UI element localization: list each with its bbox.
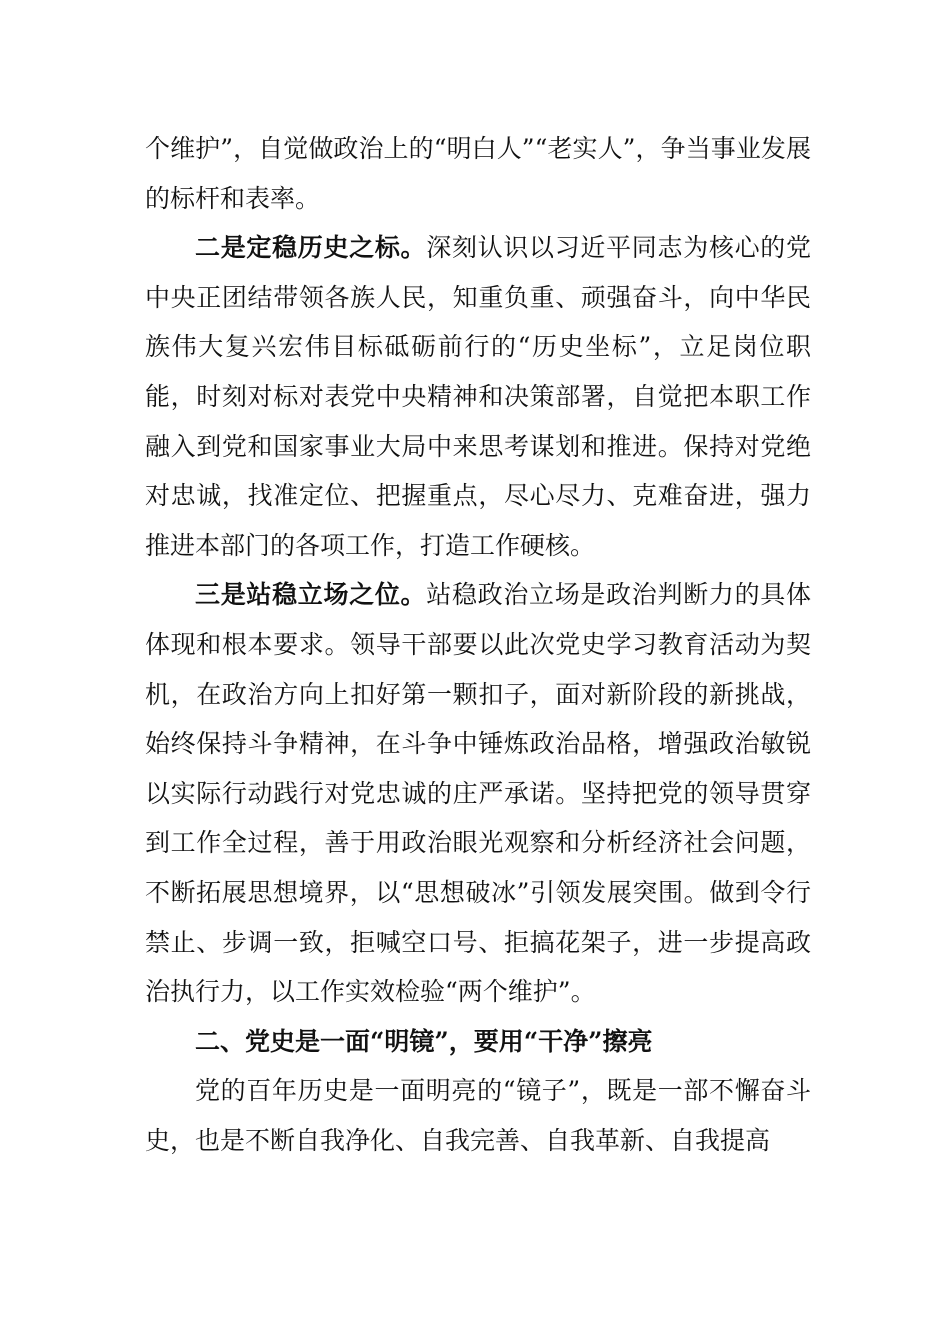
paragraph-history-mark <box>145 223 811 570</box>
document-body <box>145 124 811 1165</box>
paragraph-continuation <box>145 124 811 223</box>
paragraph-lead: 三是站稳立场之位。 <box>195 580 427 610</box>
paragraph-text: 个维护”，自觉做政治上的“明白人”“老实人”，争当事业发展的标杆和表率。 <box>145 134 811 213</box>
paragraph-text: 深刻认识以习近平同志为核心的党中央正团结带领各族人民，知重负重、顽强奋斗，向中华民族伟大复兴宏伟目标砥砺前行的“历史坐标”，立足岗位职能，时刻对标对表党中央精神和决策部署，自觉把本职工作融入到党和国家事业大局中来思考谋划和推进。保持对党绝对忠诚，找准定位、把握重点，尽心尽力、克难奋进，强力推进本部门的各项工作，打造工作硬核。 <box>145 233 811 560</box>
paragraph-lead: 二是定稳历史之标。 <box>195 233 427 263</box>
paragraph-text: 站稳政治立场是政治判断力的具体体现和根本要求。领导干部要以此次党史学习教育活动为契机，在政治方向上扣好第一颗扣子，面对新阶段的新挑战，始终保持斗争精神，在斗争中锤炼政治品格，增强政治敏锐以实际行动践行对党忠诚的庄严承诺。坚持把党的领导贯穿到工作全过程，善于用政治眼光观察和分析经济社会问题，不断拓展思想境界，以“思想破冰”引领发展突围。做到令行禁止、步调一致，拒喊空口号、拒搞花架子，进一步提高政治执行力，以工作实效检验“两个维护”。 <box>145 580 811 1007</box>
section-heading: 二、党史是一面“明镜”，要用“干净”擦亮 <box>195 1026 653 1056</box>
paragraph-political-stance <box>145 570 811 1016</box>
paragraph-mirror <box>145 1066 811 1165</box>
paragraph-text: 党的百年历史是一面明亮的“镜子”，既是一部不懈奋斗史，也是不断自我净化、自我完善、自我革新、自我提高 <box>145 1076 811 1155</box>
